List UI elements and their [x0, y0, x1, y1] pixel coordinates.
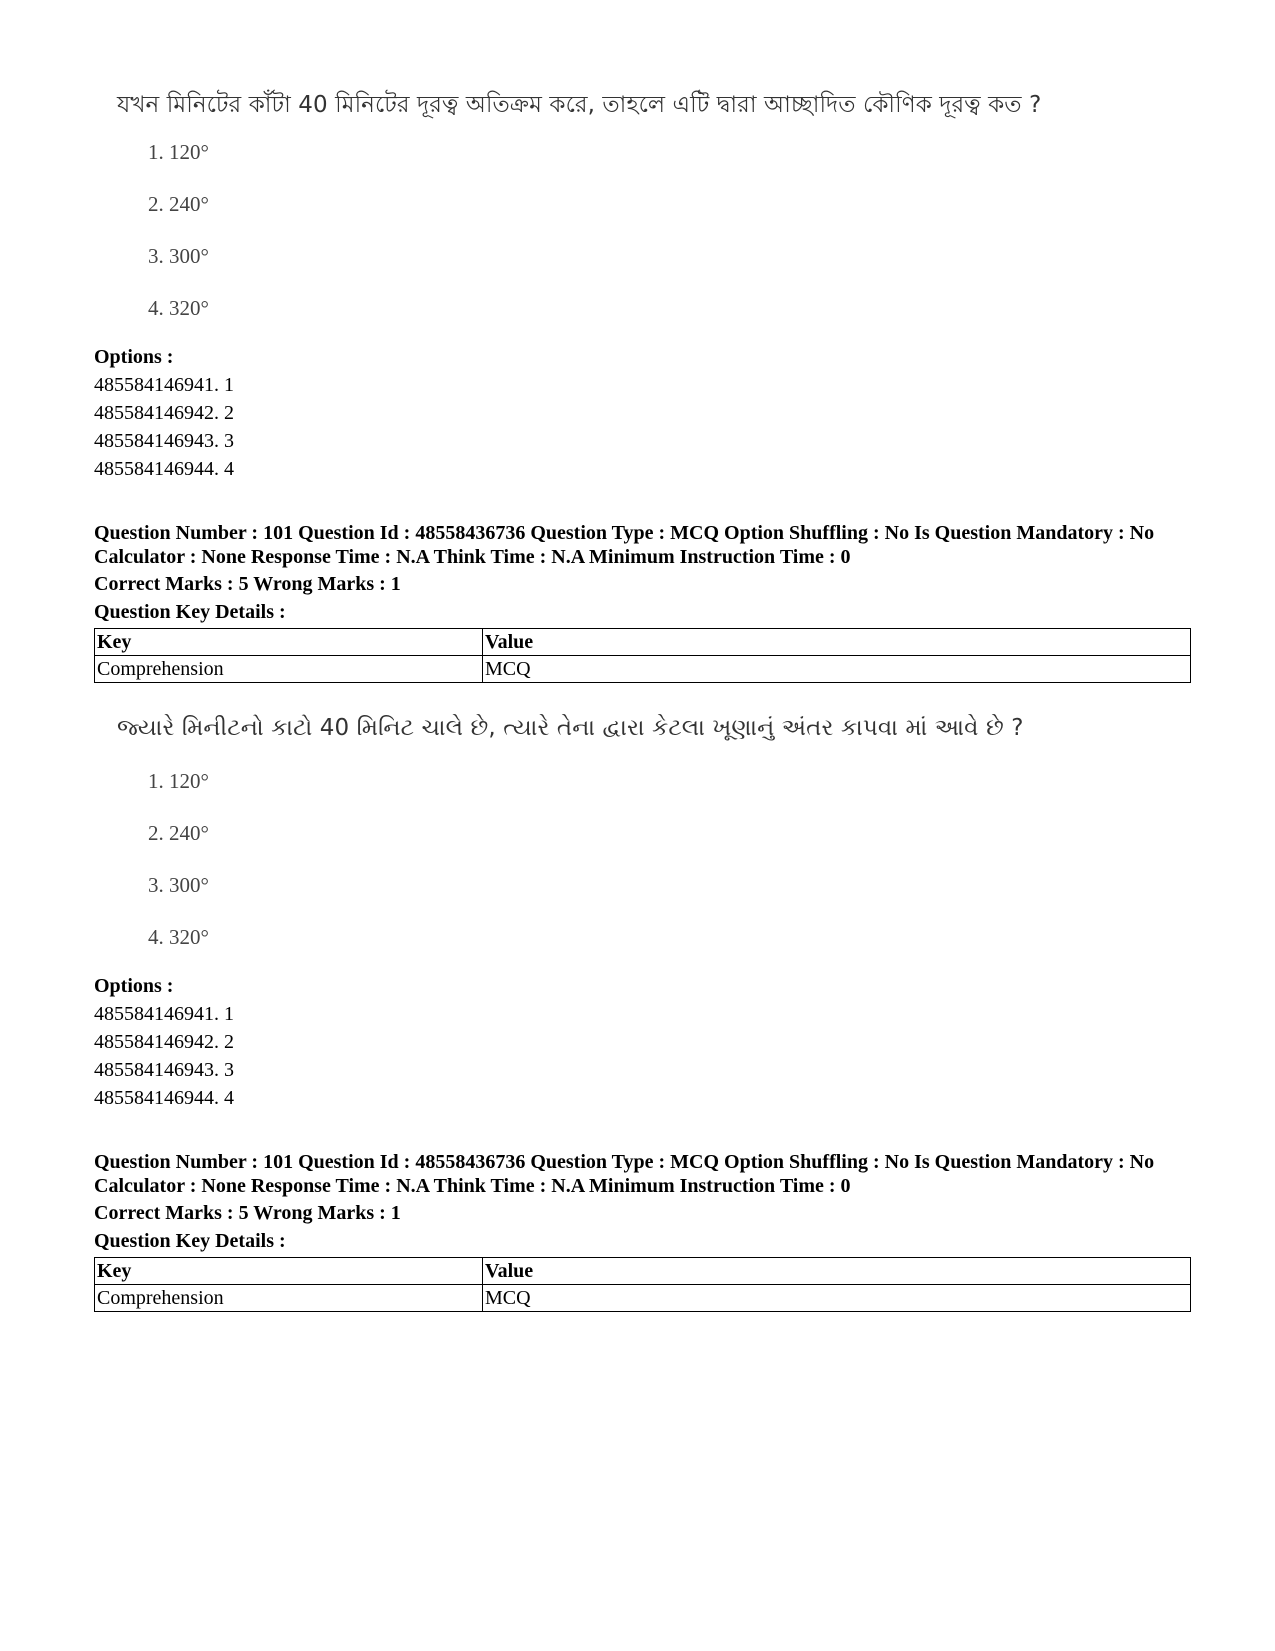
question-choice-1: 1. 120° — [148, 769, 209, 793]
option-id-4: 485584146944. 4 — [94, 1087, 234, 1109]
question-choice-2: 2. 240° — [148, 821, 209, 845]
option-id-1: 485584146941. 1 — [94, 1003, 234, 1025]
table-row — [95, 1285, 1191, 1312]
table-cell-value: MCQ — [483, 656, 1191, 683]
option-id-2: 485584146942. 2 — [94, 402, 234, 424]
option-id-3: 485584146943. 3 — [94, 1059, 234, 1081]
table-row — [95, 656, 1191, 683]
option-id-4: 485584146944. 4 — [94, 458, 234, 480]
options-title: Options : — [94, 975, 174, 997]
key-details-table — [94, 1257, 1191, 1312]
question-text-gujarati: જ્યારે મિનીટનો કાટો 40 મિનિટ ચાલે છે, ત્યારે તેના દ્વારા કેટલા ખૂણાનું અંતર કાપવા માં આવે છે ? — [117, 715, 1024, 741]
key-details-title: Question Key Details : — [94, 601, 286, 623]
key-details-table — [94, 628, 1191, 683]
table-header-value: Value — [483, 629, 1191, 656]
options-title: Options : — [94, 346, 174, 368]
question-choice-3: 3. 300° — [148, 873, 209, 897]
table-header-value: Value — [483, 1258, 1191, 1285]
table-cell-key: Comprehension — [95, 1285, 483, 1312]
option-id-1: 485584146941. 1 — [94, 374, 234, 396]
table-header-row — [95, 1258, 1191, 1285]
question-choice-3: 3. 300° — [148, 244, 209, 268]
table-header-row — [95, 629, 1191, 656]
question-choice-4: 4. 320° — [148, 925, 209, 949]
table-header-key: Key — [95, 629, 483, 656]
question-marks: Correct Marks : 5 Wrong Marks : 1 — [94, 573, 401, 595]
question-choice-4: 4. 320° — [148, 296, 209, 320]
question-marks: Correct Marks : 5 Wrong Marks : 1 — [94, 1202, 401, 1224]
question-choice-2: 2. 240° — [148, 192, 209, 216]
table-cell-key: Comprehension — [95, 656, 483, 683]
table-header-key: Key — [95, 1258, 483, 1285]
table-cell-value: MCQ — [483, 1285, 1191, 1312]
key-details-title: Question Key Details : — [94, 1230, 286, 1252]
question-meta: Question Number : 101 Question Id : 48558436736 Question Type : MCQ Option Shuffling : No Is Question Mandatory : No Calculator : None Response Time : N.A Think Time : N.A Minimum Instruction Time : 0 — [94, 522, 1155, 568]
question-text-bengali: যখন মিনিটের কাঁটা 40 মিনিটের দূরত্ব অতিক্রম করে, তাহলে এটি দ্বারা আচ্ছাদিত কৌণিক দূরত্ব কত ? — [117, 92, 1042, 118]
question-choice-1: 1. 120° — [148, 140, 209, 164]
option-id-3: 485584146943. 3 — [94, 430, 234, 452]
question-meta: Question Number : 101 Question Id : 48558436736 Question Type : MCQ Option Shuffling : No Is Question Mandatory : No Calculator : None Response Time : N.A Think Time : N.A Minimum Instruction Time : 0 — [94, 1151, 1155, 1197]
option-id-2: 485584146942. 2 — [94, 1031, 234, 1053]
